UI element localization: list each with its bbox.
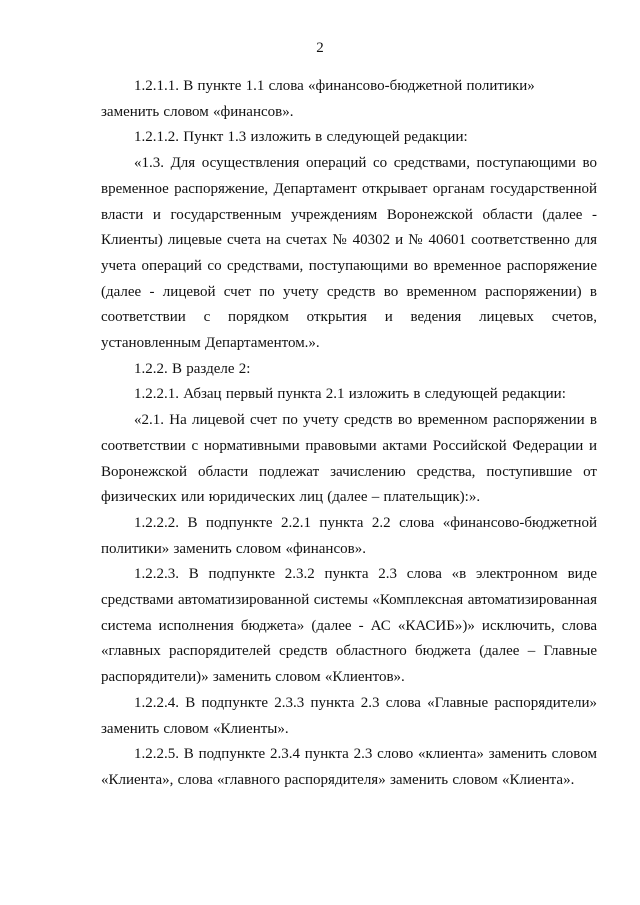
paragraph-1-2-2-1: 1.2.2.1. Абзац первый пункта 2.1 изложить в следующей редакции: (134, 386, 566, 403)
paragraph-1-2-2: 1.2.2. В разделе 2: (134, 360, 251, 377)
paragraph-1-2-1-2: 1.2.1.2. Пункт 1.3 изложить в следующей редакции: (134, 129, 468, 146)
paragraph-1-2-2-4: 1.2.2.4. В подпункте 2.3.3 пункта 2.3 слова «Главные распорядители» заменить словом «Клиенты». (101, 694, 597, 737)
page-number: 2 (316, 40, 324, 56)
paragraph-quote-2-1: «2.1. На лицевой счет по учету средств во временном распоряжении в соответствии с нормативными правовыми актами Российской Федерации и Воронежской области подлежат зачислению средства, поступившие от физических или юридических лиц (далее – плательщик):». (101, 412, 597, 506)
paragraph-1-2-2-2: 1.2.2.2. В подпункте 2.2.1 пункта 2.2 слова «финансово-бюджетной политики» заменить словом «финансов». (101, 514, 597, 557)
document-body (101, 74, 597, 794)
paragraph-1-2-1-1: 1.2.1.1. В пункте 1.1 слова «финансово-бюджетной политики» заменить словом «финансов». (101, 78, 535, 120)
paragraph-1-2-2-3: 1.2.2.3. В подпункте 2.3.2 пункта 2.3 слова «в электронном виде средствами автоматизированной системы «Комплексная автоматизированная система исполнения бюджета» (далее - АС «КАСИБ»)» исключить, слова «главных распорядителей средств областного бюджета (далее – Главные распорядители)» заменить словом «Клиентов». (101, 566, 597, 686)
paragraph-1-2-2-5: 1.2.2.5. В подпункте 2.3.4 пункта 2.3 слово «клиента» заменить словом «Клиента», слова «главного распорядителя» заменить словом «Клиента». (101, 746, 597, 788)
paragraph-quote-1-3: «1.3. Для осуществления операций со средствами, поступающими во временное распоряжение, Департамент открывает органам государственной власти и государственным учреждениям Воронежской области (далее - Клиенты) лицевые счета на счетах № 40302 и № 40601 соответственно для учета операций со средствами, поступающими во временное распоряжение (далее - лицевой счет по учету средств во временном распоряжении) в соответствии с порядком открытия и ведения лицевых счетов, установленным Департаментом.». (101, 155, 597, 352)
